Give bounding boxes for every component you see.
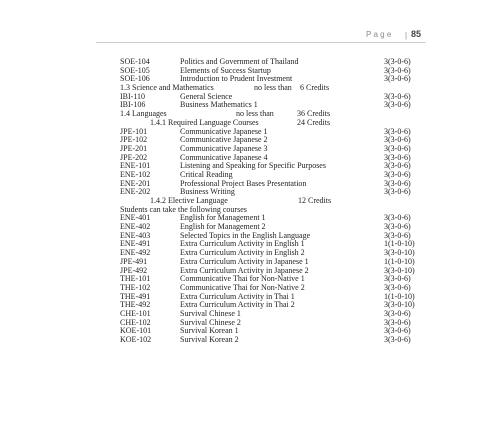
course-code: JPE-101 [120,126,148,136]
course-code: THE-101 [120,274,151,284]
requirement-qualifier: no less than [236,109,274,119]
header-rule [96,42,426,43]
credit-requirement: 6 Credits [300,83,330,93]
course-code: ENE-101 [120,161,151,171]
course-code: JPE-492 [120,265,148,275]
course-title: Elements of Success Startup [180,65,271,75]
course-credits: 3(3-0-10) [384,265,415,275]
course-credits: 3(3-0-6) [384,213,411,223]
course-row [0,336,480,345]
course-code: ENE-403 [120,230,151,240]
section-heading: 1.4 Languages [120,109,167,119]
course-code: SOE-105 [120,65,150,75]
course-code: ENE-492 [120,248,151,258]
course-code: THE-102 [120,282,151,292]
course-code: IBI-110 [120,91,146,101]
course-code: THE-492 [120,300,151,310]
course-title: Politics and Government of Thailand [180,57,299,66]
course-credits: 1(1-0-10) [384,256,415,266]
course-title: Selected Topics in the English Language [180,230,311,240]
course-code: SOE-104 [120,57,150,66]
course-code: KOE-101 [120,326,152,336]
credit-requirement: 24 Credits [297,117,331,127]
course-credits: 1(1-0-10) [384,291,415,301]
course-code: ENE-201 [120,178,151,188]
course-code: CHE-101 [120,308,151,318]
course-credits: 3(3-0-6) [384,308,411,318]
course-title: Extra Curriculum Activity in English 1 [180,239,305,249]
course-code: CHE-102 [120,317,151,327]
course-credits: 3(3-0-6) [384,317,411,327]
course-credits: 3(3-0-6) [384,143,411,153]
course-code: THE-491 [120,291,151,301]
course-credits: 3(3-0-6) [384,282,411,292]
page-label: Page [366,30,394,39]
course-credits: 3(3-0-6) [384,274,411,284]
course-title: Extra Curriculum Activity in English 2 [180,248,305,258]
course-title: General Science [180,91,233,101]
course-title: English for Management 2 [180,222,266,232]
course-title: Extra Curriculum Activity in Japanese 2 [180,265,309,275]
course-title: Extra Curriculum Activity in Thai 1 [180,291,295,301]
course-credits: 3(3-0-6) [384,57,411,66]
page-header [0,0,480,48]
subsection-heading: 1.4.1 Required Language Courses [150,117,259,127]
course-title: Business Mathematics 1 [180,100,258,110]
course-credits: 3(3-0-6) [384,335,411,344]
course-credits: 3(3-0-6) [384,135,411,145]
course-title: Listening and Speaking for Specific Purposes [180,161,326,171]
course-credits: 3(3-0-6) [384,178,411,188]
course-credits: 3(3-0-10) [384,248,415,258]
course-credits: 3(3-0-6) [384,187,411,197]
course-credits: 3(3-0-6) [384,100,411,110]
course-code: JPE-491 [120,256,148,266]
course-title: Introduction to Prudent Investment [180,74,293,84]
course-title: Critical Reading [180,169,233,179]
course-credits: 3(3-0-6) [384,126,411,136]
course-code: ENE-401 [120,213,151,223]
course-title: Professional Project Bases Presentation [180,178,307,188]
requirement-qualifier: no less than [254,83,292,93]
course-code: ENE-491 [120,239,151,249]
course-credits: 3(3-0-6) [384,74,411,84]
section-heading: 1.3 Science and Mathematics [120,83,214,93]
course-title: Communicative Japanese 2 [180,135,268,145]
course-title: Survival Chinese 1 [180,308,241,318]
course-code: ENE-102 [120,169,151,179]
course-row [0,188,480,197]
course-title: Survival Korean 1 [180,326,239,336]
section-heading: Students can take the following courses [120,204,247,214]
course-list [0,58,480,345]
course-code: IBI-106 [120,100,146,110]
course-title: Communicative Japanese 4 [180,152,268,162]
course-title: Communicative Japanese 3 [180,143,268,153]
course-title: Extra Curriculum Activity in Japanese 1 [180,256,309,266]
course-credits: 1(1-0-10) [384,239,415,249]
course-credits: 3(3-0-6) [384,161,411,171]
course-code: JPE-201 [120,143,148,153]
course-credits: 3(3-0-6) [384,152,411,162]
subsection-heading: 1.4.2 Elective Language [150,196,228,205]
course-title: Communicative Thai for Non-Native 1 [180,274,305,284]
course-credits: 3(3-0-6) [384,91,411,101]
course-row [0,75,480,84]
course-title: Survival Korean 2 [180,335,239,344]
credit-requirement: 12 Credits [298,196,332,205]
course-credits: 3(3-0-6) [384,326,411,336]
course-code: JPE-102 [120,135,148,145]
course-code: ENE-402 [120,222,151,232]
course-credits: 3(3-0-6) [384,230,411,240]
page-separator: | [405,31,408,40]
course-title: Communicative Japanese 1 [180,126,268,136]
course-title: Survival Chinese 2 [180,317,241,327]
course-code: ENE-202 [120,187,151,197]
course-title: Extra Curriculum Activity in Thai 2 [180,300,295,310]
course-credits: 3(3-0-10) [384,300,415,310]
course-code: JPE-202 [120,152,148,162]
credit-requirement: 36 Credits [297,109,331,119]
course-title: Business Writing [180,187,235,197]
course-code: SOE-106 [120,74,150,84]
course-credits: 3(3-0-6) [384,65,411,75]
course-credits: 3(3-0-6) [384,222,411,232]
course-title: English for Management 1 [180,213,266,223]
course-code: KOE-102 [120,335,152,344]
course-title: Communicative Thai for Non-Native 2 [180,282,305,292]
page-number: 85 [411,29,422,39]
course-credits: 3(3-0-6) [384,169,411,179]
